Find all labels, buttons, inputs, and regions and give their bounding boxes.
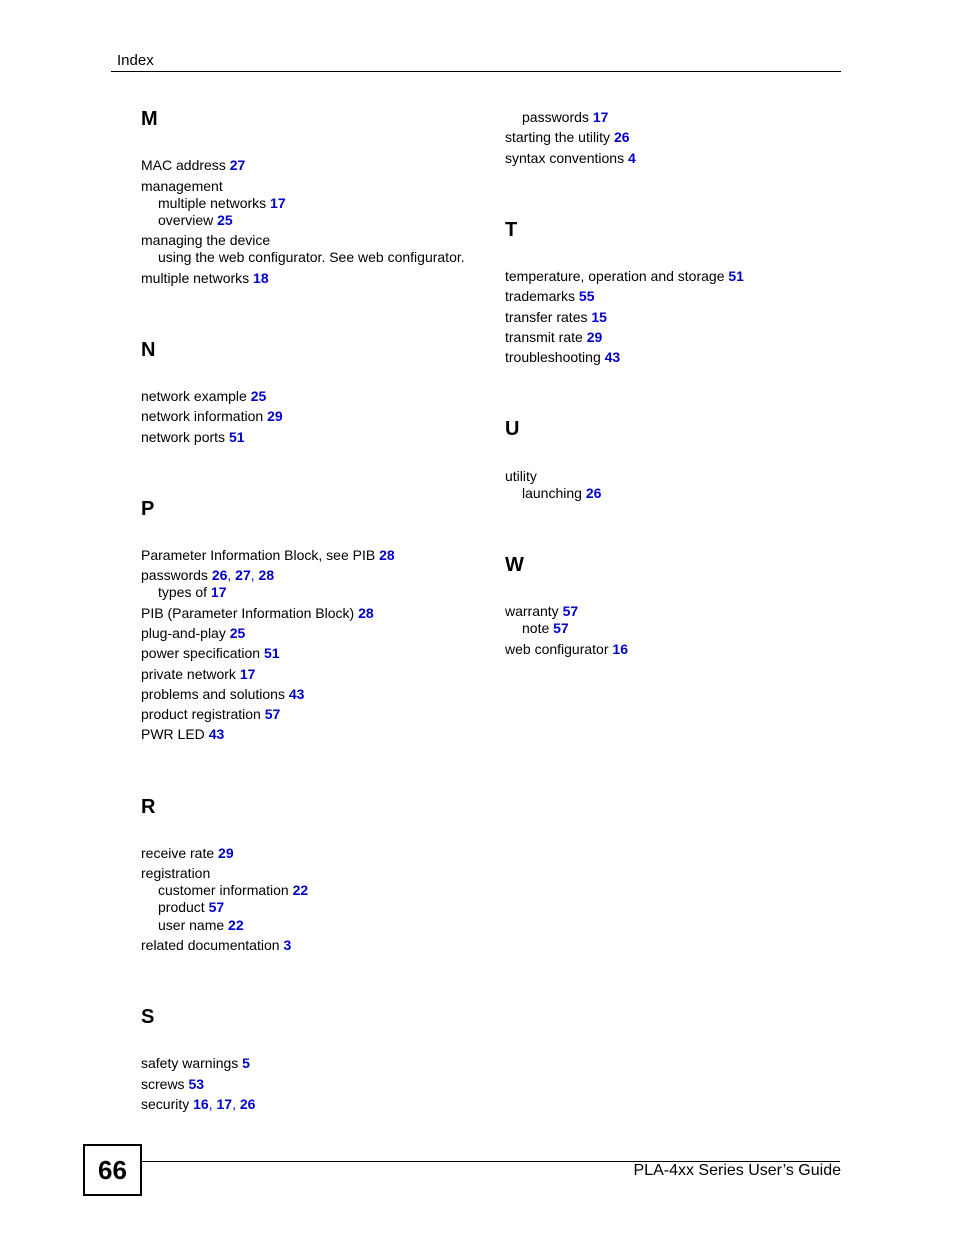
entry-term: syntax conventions <box>505 150 625 166</box>
page-separator: , <box>232 1096 240 1112</box>
entry-term: multiple networks <box>141 270 250 286</box>
index-letter-u: U <box>505 418 520 440</box>
index-entry <box>505 288 595 304</box>
page-separator: , <box>250 567 259 583</box>
index-entry <box>141 865 210 881</box>
index-entry <box>505 329 602 345</box>
index-entry <box>141 706 280 722</box>
entry-term: PIB (Parameter Information Block) <box>141 605 355 621</box>
page-link[interactable]: 51 <box>728 268 744 284</box>
entry-term: screws <box>141 1076 185 1092</box>
entry-term: overview <box>158 212 214 228</box>
page-link[interactable]: 16 <box>612 641 628 657</box>
page-link[interactable]: 18 <box>253 270 269 286</box>
index-entry <box>141 178 223 194</box>
page-link[interactable]: 57 <box>264 706 281 722</box>
page-link[interactable]: 57 <box>562 603 579 619</box>
entry-term: user name <box>158 917 225 933</box>
page-link[interactable]: 17 <box>216 1096 233 1112</box>
index-subentry <box>158 899 224 915</box>
index-entry <box>141 388 266 404</box>
index-entry <box>505 129 630 145</box>
page-link[interactable]: 17 <box>592 109 609 125</box>
entry-term: passwords <box>141 567 208 583</box>
entry-term: safety warnings <box>141 1055 239 1071</box>
page-link[interactable]: 53 <box>188 1076 205 1092</box>
index-entry <box>141 1076 204 1092</box>
index-entry <box>141 270 269 286</box>
entry-term: problems and solutions <box>141 686 285 702</box>
entry-term: related documentation <box>141 937 280 953</box>
index-entry <box>505 641 628 657</box>
index-entry <box>141 547 395 563</box>
index-entry <box>141 625 245 641</box>
entry-term: passwords <box>522 109 589 125</box>
index-subentry <box>522 485 601 501</box>
index-entry <box>505 309 607 325</box>
index-letter-n: N <box>141 339 156 361</box>
entry-term: types of <box>158 584 208 600</box>
entry-term: product <box>158 899 205 915</box>
index-entry <box>141 1096 255 1112</box>
page-link[interactable]: 17 <box>210 584 227 600</box>
entry-term: using the web configurator. See web configurator. <box>158 249 465 265</box>
index-entry <box>505 150 636 166</box>
index-letter-t: T <box>505 219 518 241</box>
page-link[interactable]: 26 <box>239 1096 256 1112</box>
page-link[interactable]: 22 <box>228 917 244 933</box>
page-link[interactable]: 28 <box>358 605 374 621</box>
entry-term: PWR LED <box>141 726 205 742</box>
index-subentry <box>158 195 286 211</box>
entry-term: Parameter Information Block, see PIB <box>141 547 376 563</box>
page-link[interactable]: 27 <box>235 567 251 583</box>
index-letter-m: M <box>141 108 158 130</box>
index-entry <box>505 268 744 284</box>
entry-term: management <box>141 178 223 194</box>
index-entry <box>505 468 537 484</box>
index-letter-r: R <box>141 796 156 818</box>
index-subentry <box>522 620 569 636</box>
page-link[interactable]: 28 <box>379 547 395 563</box>
entry-term: MAC address <box>141 157 226 173</box>
guide-title: PLA-4xx Series User’s Guide <box>633 1162 841 1179</box>
page-link[interactable]: 4 <box>627 150 636 166</box>
index-entry <box>141 1055 250 1071</box>
index-subentry <box>158 917 244 933</box>
page-link[interactable]: 57 <box>208 899 225 915</box>
index-subentry <box>158 249 465 265</box>
entry-term: product registration <box>141 706 261 722</box>
page-link[interactable]: 22 <box>292 882 309 898</box>
index-entry <box>141 666 255 682</box>
index-entry <box>141 937 291 953</box>
index-entry <box>141 726 224 742</box>
entry-term: plug-and-play <box>141 625 226 641</box>
index-letter-p: P <box>141 498 155 520</box>
header-divider <box>111 71 841 72</box>
entry-term: transmit rate <box>505 329 583 345</box>
page-link[interactable]: 26 <box>211 567 228 583</box>
entry-term: starting the utility <box>505 129 611 145</box>
index-entry <box>141 845 234 861</box>
entry-term: customer information <box>158 882 289 898</box>
page-link[interactable]: 51 <box>263 645 280 661</box>
index-entry <box>505 603 578 619</box>
entry-term: managing the device <box>141 232 271 248</box>
index-subentry <box>158 584 227 600</box>
page-link[interactable]: 51 <box>228 429 245 445</box>
page-link[interactable]: 27 <box>229 157 246 173</box>
entry-term: troubleshooting <box>505 349 601 365</box>
entry-term: launching <box>522 485 582 501</box>
page-link[interactable]: 15 <box>591 309 607 325</box>
page-link[interactable]: 25 <box>250 388 267 404</box>
entry-term: utility <box>505 468 537 484</box>
page-link[interactable]: 43 <box>604 349 621 365</box>
index-entry <box>141 567 274 583</box>
page-link[interactable]: 43 <box>208 726 225 742</box>
page-link[interactable]: 26 <box>613 129 630 145</box>
index-entry <box>505 349 620 365</box>
page-separator: , <box>227 567 236 583</box>
entry-term: network ports <box>141 429 226 445</box>
index-letter-s: S <box>141 1006 155 1028</box>
index-entry <box>141 605 374 621</box>
index-letter-w: W <box>505 554 524 576</box>
index-subentry <box>158 212 233 228</box>
index-subentry <box>158 882 308 898</box>
page-link[interactable]: 57 <box>553 620 569 636</box>
index-subentry <box>522 109 608 125</box>
page-separator: , <box>208 1096 217 1112</box>
entry-term: security <box>141 1096 190 1112</box>
page-link[interactable]: 29 <box>267 408 283 424</box>
index-entry <box>141 429 245 445</box>
index-entry <box>141 645 280 661</box>
page-link[interactable]: 29 <box>218 845 234 861</box>
index-entry <box>141 157 245 173</box>
page-link[interactable]: 17 <box>270 195 286 211</box>
running-header: Index <box>117 52 154 69</box>
entry-term: trademarks <box>505 288 576 304</box>
entry-term: registration <box>141 865 211 881</box>
index-entry <box>141 232 270 248</box>
page-link[interactable]: 29 <box>586 329 603 345</box>
page-link[interactable]: 26 <box>585 485 602 501</box>
entry-term: receive rate <box>141 845 215 861</box>
entry-term: network information <box>141 408 264 424</box>
entry-term: multiple networks <box>158 195 267 211</box>
index-entry <box>141 408 283 424</box>
page-link[interactable]: 3 <box>283 937 292 953</box>
page-link[interactable]: 43 <box>288 686 305 702</box>
entry-term: web configurator <box>505 641 609 657</box>
entry-term: private network <box>141 666 236 682</box>
index-entry <box>141 686 304 702</box>
entry-term: warranty <box>505 603 559 619</box>
entry-term: network example <box>141 388 247 404</box>
entry-term: transfer rates <box>505 309 588 325</box>
entry-term: note <box>522 620 550 636</box>
page-link[interactable]: 28 <box>258 567 275 583</box>
entry-term: temperature, operation and storage <box>505 268 725 284</box>
entry-term: power specification <box>141 645 261 661</box>
page-link[interactable]: 5 <box>242 1055 250 1071</box>
page-number: 66 <box>83 1144 142 1196</box>
page-link[interactable]: 17 <box>239 666 256 682</box>
page-link[interactable]: 25 <box>217 212 233 228</box>
page-link[interactable]: 25 <box>229 625 246 641</box>
page-link[interactable]: 16 <box>193 1096 209 1112</box>
page-link[interactable]: 55 <box>578 288 595 304</box>
